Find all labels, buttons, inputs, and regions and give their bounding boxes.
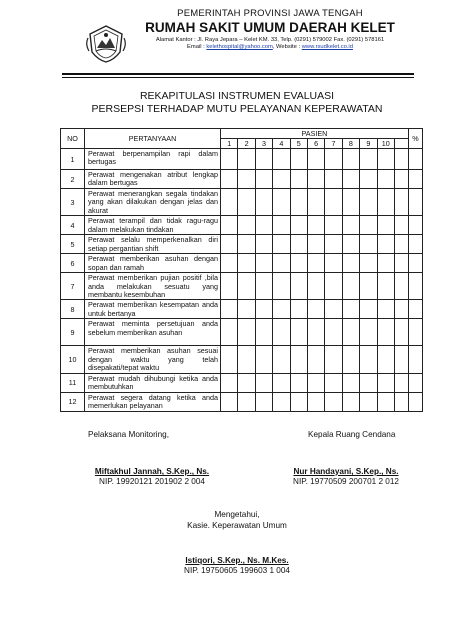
score-cell[interactable] xyxy=(290,273,307,300)
score-cell[interactable] xyxy=(221,149,238,170)
score-cell[interactable] xyxy=(325,392,342,411)
score-cell[interactable] xyxy=(273,254,290,273)
score-cell[interactable] xyxy=(238,319,255,346)
patient-number-header: 2 xyxy=(238,139,255,149)
score-cell[interactable] xyxy=(273,373,290,392)
score-cell[interactable] xyxy=(221,216,238,235)
score-cell[interactable] xyxy=(360,373,377,392)
question-text: Perawat memberikan kesempatan anda untuk bertanya xyxy=(85,300,221,319)
score-cell[interactable] xyxy=(290,170,307,189)
score-cell[interactable] xyxy=(238,300,255,319)
question-text: Perawat mudah dihubungi ketika anda membutuhkan xyxy=(85,373,221,392)
row-number: 12 xyxy=(61,392,85,411)
score-cell[interactable] xyxy=(360,254,377,273)
score-cell[interactable] xyxy=(377,149,394,170)
score-cell[interactable] xyxy=(307,273,324,300)
percent-cell[interactable] xyxy=(408,216,422,235)
bottom-signer-nip: NIP. 19750605 199603 1 004 xyxy=(184,566,290,575)
score-cell[interactable] xyxy=(255,254,272,273)
score-cell[interactable] xyxy=(238,170,255,189)
patient-number-header: 8 xyxy=(342,139,359,149)
table-row xyxy=(61,373,423,392)
patient-number-header: 4 xyxy=(273,139,290,149)
score-cell[interactable] xyxy=(238,216,255,235)
score-cell[interactable] xyxy=(221,392,238,411)
score-cell[interactable] xyxy=(377,300,394,319)
score-cell[interactable] xyxy=(377,346,394,373)
score-cell[interactable] xyxy=(290,254,307,273)
row-number: 2 xyxy=(61,170,85,189)
score-cell[interactable] xyxy=(394,373,408,392)
score-cell[interactable] xyxy=(394,216,408,235)
score-cell[interactable] xyxy=(377,392,394,411)
score-cell[interactable] xyxy=(394,392,408,411)
patient-number-header: 7 xyxy=(325,139,342,149)
letterhead-rule-thin xyxy=(62,77,414,78)
score-cell[interactable] xyxy=(377,319,394,346)
table-row xyxy=(61,254,423,273)
question-text: Perawat menerangkan segala tindakan yang akan dilakukan dengan jelas dan akurat xyxy=(85,189,221,216)
score-cell[interactable] xyxy=(325,189,342,216)
score-cell[interactable] xyxy=(221,300,238,319)
right-signer-role: Kepala Ruang Cendana xyxy=(308,430,396,439)
score-cell[interactable] xyxy=(377,235,394,254)
percent-cell[interactable] xyxy=(408,319,422,346)
letterhead-address: Alamat Kantor : Jl. Raya Jepara – Kelet KM. 33, Telp. (0291) 579002 Fax. (0291) 578161 xyxy=(155,37,385,43)
question-text: Perawat selalu memperkenalkan diri setiap pergantian shift xyxy=(85,235,221,254)
score-cell[interactable] xyxy=(290,235,307,254)
score-cell[interactable] xyxy=(255,170,272,189)
score-cell[interactable] xyxy=(273,300,290,319)
percent-cell[interactable] xyxy=(408,170,422,189)
score-cell[interactable] xyxy=(307,216,324,235)
score-cell[interactable] xyxy=(360,300,377,319)
score-cell[interactable] xyxy=(273,319,290,346)
score-cell[interactable] xyxy=(307,189,324,216)
table-row xyxy=(61,189,423,216)
score-cell[interactable] xyxy=(342,235,359,254)
score-cell[interactable] xyxy=(325,254,342,273)
score-cell[interactable] xyxy=(360,273,377,300)
letterhead xyxy=(120,8,420,50)
score-cell[interactable] xyxy=(325,300,342,319)
score-cell[interactable] xyxy=(255,189,272,216)
score-cell[interactable] xyxy=(290,300,307,319)
score-cell[interactable] xyxy=(342,170,359,189)
score-cell[interactable] xyxy=(273,189,290,216)
score-cell[interactable] xyxy=(290,189,307,216)
bottom-signer-name: Istiqori, S.Kep., Ns. M.Kes. xyxy=(185,556,289,565)
score-cell[interactable] xyxy=(325,170,342,189)
percent-cell[interactable] xyxy=(408,300,422,319)
score-cell[interactable] xyxy=(255,300,272,319)
question-text: Perawat mengenakan atribut lengkap dalam bertugas xyxy=(85,170,221,189)
score-cell[interactable] xyxy=(238,392,255,411)
table-row xyxy=(61,170,423,189)
row-number: 5 xyxy=(61,235,85,254)
question-text: Perawat memberikan asuhan dengan sopan dan ramah xyxy=(85,254,221,273)
question-text: Perawat meminta persetujuan anda sebelum memberikan asuhan xyxy=(85,319,221,346)
score-cell[interactable] xyxy=(273,216,290,235)
score-cell[interactable] xyxy=(394,235,408,254)
header-percent: % xyxy=(408,129,422,149)
score-cell[interactable] xyxy=(221,319,238,346)
score-cell[interactable] xyxy=(377,373,394,392)
score-cell[interactable] xyxy=(342,319,359,346)
score-cell[interactable] xyxy=(255,319,272,346)
question-rows xyxy=(61,149,423,412)
letterhead-contact xyxy=(120,44,420,50)
score-cell[interactable] xyxy=(325,346,342,373)
score-cell[interactable] xyxy=(273,273,290,300)
score-cell[interactable] xyxy=(360,216,377,235)
table-row xyxy=(61,346,423,373)
score-cell[interactable] xyxy=(238,373,255,392)
score-cell[interactable] xyxy=(377,189,394,216)
letterhead-rule-thick xyxy=(62,73,414,75)
evaluation-table xyxy=(60,128,423,412)
score-cell[interactable] xyxy=(360,235,377,254)
document-subtitle: PERSEPSI TERHADAP MUTU PELAYANAN KEPERAWATAN xyxy=(91,103,383,115)
left-signer-nip: NIP. 19920121 201902 2 004 xyxy=(99,477,205,486)
row-number: 6 xyxy=(61,254,85,273)
score-cell[interactable] xyxy=(255,216,272,235)
score-cell[interactable] xyxy=(342,254,359,273)
question-text: Perawat berpenampilan rapi dalam bertugas xyxy=(85,149,221,170)
email-label: Email : xyxy=(187,44,207,50)
document-title: REKAPITULASI INSTRUMEN EVALUASI xyxy=(139,90,335,102)
percent-cell[interactable] xyxy=(408,254,422,273)
score-cell[interactable] xyxy=(290,373,307,392)
patient-number-header: 3 xyxy=(255,139,272,149)
patient-number-header: 10 xyxy=(377,139,394,149)
score-cell[interactable] xyxy=(255,235,272,254)
patient-number-header: 6 xyxy=(307,139,324,149)
score-cell[interactable] xyxy=(238,189,255,216)
header-no: NO xyxy=(61,129,85,149)
percent-cell[interactable] xyxy=(408,189,422,216)
score-cell[interactable] xyxy=(307,235,324,254)
score-cell[interactable] xyxy=(360,189,377,216)
score-cell[interactable] xyxy=(394,254,408,273)
score-cell[interactable] xyxy=(394,319,408,346)
score-cell[interactable] xyxy=(307,300,324,319)
score-cell[interactable] xyxy=(273,346,290,373)
score-cell[interactable] xyxy=(342,216,359,235)
score-cell[interactable] xyxy=(342,373,359,392)
score-cell[interactable] xyxy=(394,346,408,373)
percent-cell[interactable] xyxy=(408,149,422,170)
score-cell[interactable] xyxy=(290,392,307,411)
table-row xyxy=(61,319,423,346)
score-cell[interactable] xyxy=(273,149,290,170)
score-cell[interactable] xyxy=(255,149,272,170)
row-number: 9 xyxy=(61,319,85,346)
score-cell[interactable] xyxy=(221,254,238,273)
score-cell[interactable] xyxy=(255,346,272,373)
score-cell[interactable] xyxy=(325,273,342,300)
patient-number-header: 5 xyxy=(290,139,307,149)
score-cell[interactable] xyxy=(360,149,377,170)
score-cell[interactable] xyxy=(307,149,324,170)
score-cell[interactable] xyxy=(325,216,342,235)
score-cell[interactable] xyxy=(325,235,342,254)
score-cell[interactable] xyxy=(377,170,394,189)
question-text: Perawat segera datang ketika anda memerlukan pelayanan xyxy=(85,392,221,411)
percent-cell[interactable] xyxy=(408,373,422,392)
score-cell[interactable] xyxy=(238,346,255,373)
score-cell[interactable] xyxy=(360,346,377,373)
score-cell[interactable] xyxy=(221,346,238,373)
score-cell[interactable] xyxy=(221,189,238,216)
row-number: 4 xyxy=(61,216,85,235)
score-cell[interactable] xyxy=(342,189,359,216)
table-row xyxy=(61,235,423,254)
question-text: Perawat memberikan pujian positif ,bila anda melakukan sesuatu yang membantu kesembuhan xyxy=(85,273,221,300)
left-signer-name: Miftakhul Jannah, S.Kep., Ns. xyxy=(94,467,210,476)
score-cell[interactable] xyxy=(360,319,377,346)
score-cell[interactable] xyxy=(360,170,377,189)
question-text: Perawat terampil dan tidak ragu-ragu dalam melakukan tindakan xyxy=(85,216,221,235)
acknowledge-label: Mengetahui, xyxy=(214,510,260,519)
right-signer-nip: NIP. 19770509 200701 2 012 xyxy=(293,477,399,486)
score-cell[interactable] xyxy=(273,170,290,189)
score-cell[interactable] xyxy=(394,273,408,300)
score-cell[interactable] xyxy=(221,235,238,254)
row-number: 3 xyxy=(61,189,85,216)
website-label: , Website : xyxy=(272,44,302,50)
score-cell[interactable] xyxy=(360,392,377,411)
score-cell[interactable] xyxy=(394,189,408,216)
score-cell[interactable] xyxy=(290,216,307,235)
score-cell[interactable] xyxy=(325,319,342,346)
row-number: 7 xyxy=(61,273,85,300)
score-cell[interactable] xyxy=(307,392,324,411)
acknowledge-position: Kasie. Keperawatan Umum xyxy=(187,521,287,530)
row-number: 11 xyxy=(61,373,85,392)
score-cell[interactable] xyxy=(342,392,359,411)
score-cell[interactable] xyxy=(325,149,342,170)
score-cell[interactable] xyxy=(290,319,307,346)
score-cell[interactable] xyxy=(377,216,394,235)
score-cell[interactable] xyxy=(307,346,324,373)
score-cell[interactable] xyxy=(238,254,255,273)
letterhead-hospital-name: RUMAH SAKIT UMUM DAERAH KELET xyxy=(145,20,395,35)
question-text: Perawat memberikan asuhan sesuai dengan waktu yang telah disepakati/tepat waktu xyxy=(85,346,221,373)
score-cell[interactable] xyxy=(325,373,342,392)
score-cell[interactable] xyxy=(394,149,408,170)
row-number: 10 xyxy=(61,346,85,373)
score-cell[interactable] xyxy=(290,149,307,170)
score-cell[interactable] xyxy=(238,149,255,170)
score-cell[interactable] xyxy=(238,273,255,300)
score-cell[interactable] xyxy=(221,273,238,300)
left-signer-role: Pelaksana Monitoring, xyxy=(88,430,170,439)
score-cell[interactable] xyxy=(394,170,408,189)
score-cell[interactable] xyxy=(273,235,290,254)
score-cell[interactable] xyxy=(255,373,272,392)
table-row xyxy=(61,300,423,319)
table-row xyxy=(61,149,423,170)
score-cell[interactable] xyxy=(221,373,238,392)
score-cell[interactable] xyxy=(290,346,307,373)
score-cell[interactable] xyxy=(238,235,255,254)
score-cell[interactable] xyxy=(342,346,359,373)
patient-number-header: 9 xyxy=(360,139,377,149)
score-cell[interactable] xyxy=(273,392,290,411)
score-cell[interactable] xyxy=(255,273,272,300)
patient-extra-header xyxy=(394,139,408,149)
percent-cell[interactable] xyxy=(408,392,422,411)
score-cell[interactable] xyxy=(221,170,238,189)
header-question: PERTANYAAN xyxy=(85,129,221,149)
score-cell[interactable] xyxy=(342,149,359,170)
score-cell[interactable] xyxy=(307,254,324,273)
score-cell[interactable] xyxy=(255,392,272,411)
row-number: 1 xyxy=(61,149,85,170)
percent-cell[interactable] xyxy=(408,273,422,300)
header-patient: PASIEN xyxy=(221,129,409,139)
right-signer-name: Nur Handayani, S.Kep., Ns. xyxy=(293,467,399,476)
patient-number-header: 1 xyxy=(221,139,238,149)
row-number: 8 xyxy=(61,300,85,319)
table-row xyxy=(61,273,423,300)
website-link[interactable]: www.rsudkelet.co.id xyxy=(301,44,353,50)
score-cell[interactable] xyxy=(342,273,359,300)
score-cell[interactable] xyxy=(342,300,359,319)
table-row xyxy=(61,216,423,235)
score-cell[interactable] xyxy=(307,319,324,346)
score-cell[interactable] xyxy=(394,300,408,319)
email-link[interactable]: kelethospital@yahoo.com xyxy=(206,44,273,50)
score-cell[interactable] xyxy=(377,273,394,300)
score-cell[interactable] xyxy=(307,373,324,392)
score-cell[interactable] xyxy=(377,254,394,273)
letterhead-government: PEMERINTAH PROVINSI JAWA TENGAH xyxy=(177,8,363,19)
percent-cell[interactable] xyxy=(408,235,422,254)
score-cell[interactable] xyxy=(307,170,324,189)
table-row xyxy=(61,392,423,411)
percent-cell[interactable] xyxy=(408,346,422,373)
